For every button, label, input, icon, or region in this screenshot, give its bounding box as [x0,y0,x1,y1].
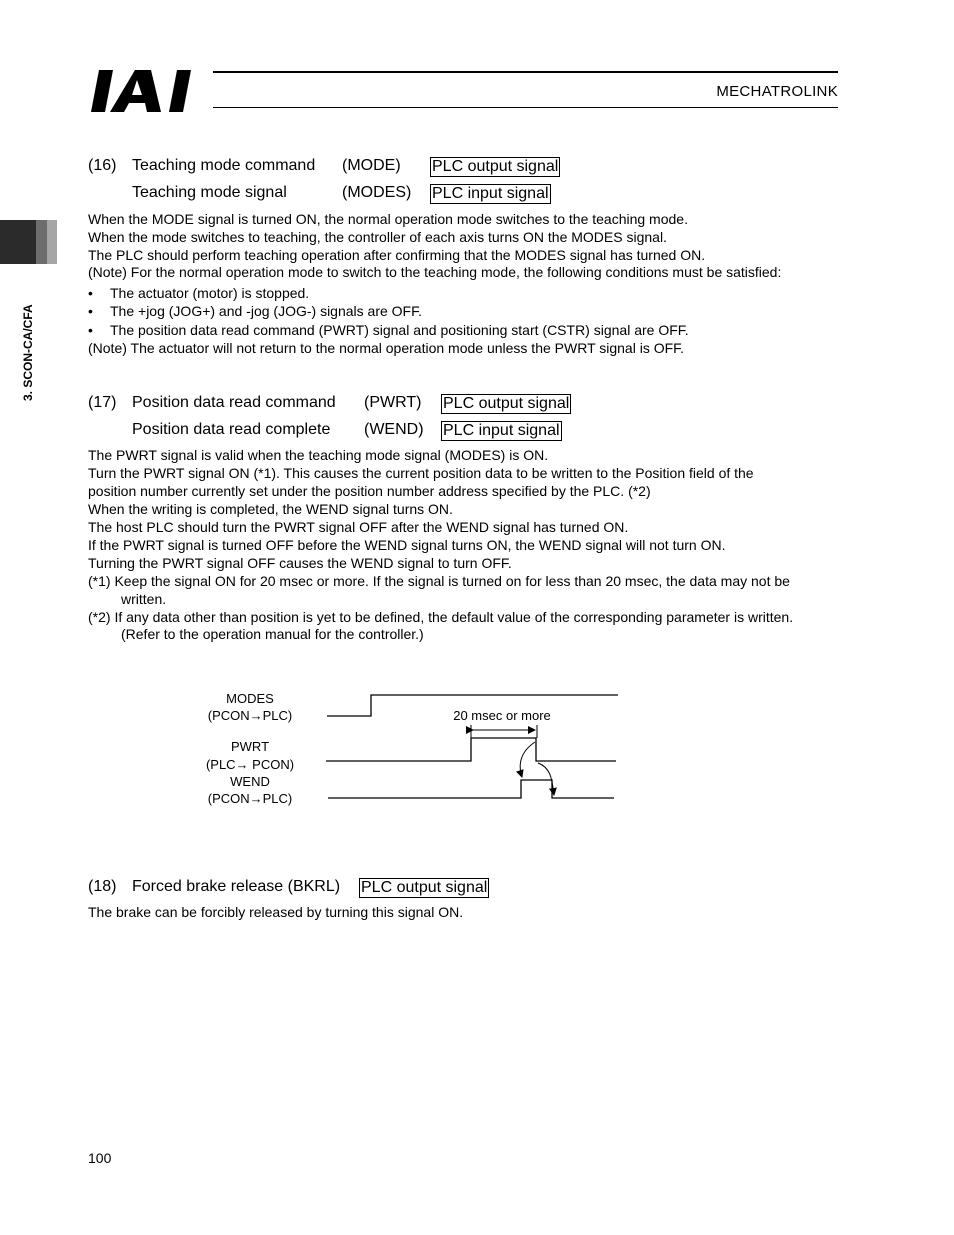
s16-cmd-signal-box: PLC output signal [432,158,559,175]
pwrt-waveform [326,738,616,761]
pwrt-direction: (PLC→ PCON) [205,757,295,772]
s16-line: When the MODE signal is turned ON, the normal operation mode switches to the teaching mode. [88,211,688,227]
chapter-label: 3. SCON-CA/CFA [21,304,35,401]
s18-label: Forced brake release (BKRL) [132,878,341,895]
wend-direction: (PCON→PLC) [207,791,293,806]
s17-sig-label: Position data read complete [132,421,331,438]
min-time-label: 20 msec or more [453,708,551,723]
s17-line: The host PLC should turn the PWRT signal OFF after the WEND signal has turned ON. [88,519,629,535]
wend-label: WEND [230,774,270,789]
s17-line: Turning the PWRT signal OFF causes the WEND signal to turn OFF. [88,555,512,571]
s17-footnote-1: (*1) Keep the signal ON for 20 msec or more. If the signal is turned on for less than 20 msec, the data may not be [88,573,790,589]
s16-line: When the mode switches to teaching, the controller of each axis turns ON the MODES signal. [88,229,667,245]
s17-cmd-abbr: (PWRT) [364,394,422,411]
s16-cmd-label: Teaching mode command [132,157,316,174]
s18-signal-box: PLC output signal [361,879,488,896]
bullet-dot: • [88,322,93,338]
s18-number: (18) [88,878,117,895]
s16-sig-signal-box: PLC input signal [432,185,549,202]
s16-bullet: The position data read command (PWRT) signal and positioning start (CSTR) signal are OFF. [110,322,689,338]
s17-number: (17) [88,394,117,411]
s17-sig-signal-box: PLC input signal [443,422,560,439]
s17-footnote-1-cont: written. [121,591,167,607]
s16-bullet: The +jog (JOG+) and -jog (JOG-) signals are OFF. [110,303,422,319]
header-rule-top [213,71,838,73]
pwrt-to-wend-arrow [520,742,535,777]
timing-diagram [190,680,630,810]
s16-note: (Note) For the normal operation mode to switch to the teaching mode, the following conditions must be satisfied: [88,264,782,280]
s17-line: When the writing is completed, the WEND signal turns ON. [88,501,453,517]
wend-waveform [328,780,614,798]
header-rule-bottom [213,107,838,108]
s17-footnote-2: (*2) If any data other than position is yet to be defined, the default value of the corresponding parameter is written. [88,609,794,625]
s17-line: position number currently set under the position number address specified by the PLC. (*2) [88,483,651,499]
s17-sig-abbr: (WEND) [364,421,424,438]
s16-bullet: The actuator (motor) is stopped. [110,285,310,301]
s16-note2: (Note) The actuator will not return to the normal operation mode unless the PWRT signal is OFF. [88,340,685,356]
s17-cmd-signal-box: PLC output signal [443,395,570,412]
s16-line: The PLC should perform teaching operation after confirming that the MODES signal has turned ON. [88,247,706,263]
header-title: MECHATROLINK [716,83,838,100]
bullet-dot: • [88,303,93,319]
page-number: 100 [88,1150,112,1166]
s16-number: (16) [88,157,117,174]
modes-direction: (PCON→PLC) [207,708,293,723]
pwrt-label: PWRT [230,739,270,754]
s17-line: Turn the PWRT signal ON (*1). This causes the current position data to be written to the Position field of the [88,465,754,481]
s16-sig-label: Teaching mode signal [132,184,287,201]
iai-logo [91,70,203,112]
modes-label: MODES [226,691,274,706]
s17-line: The PWRT signal is valid when the teaching mode signal (MODES) is ON. [88,447,549,463]
s18-description: The brake can be forcibly released by turning this signal ON. [88,904,464,920]
chapter-tab [0,220,57,264]
s17-cmd-label: Position data read command [132,394,336,411]
bullet-dot: • [88,285,93,301]
s16-sig-abbr: (MODES) [342,184,412,201]
s16-cmd-abbr: (MODE) [342,157,401,174]
s17-footnote-2-cont: (Refer to the operation manual for the controller.) [121,626,424,642]
s17-line: If the PWRT signal is turned OFF before the WEND signal turns ON, the WEND signal will not turn ON. [88,537,726,553]
